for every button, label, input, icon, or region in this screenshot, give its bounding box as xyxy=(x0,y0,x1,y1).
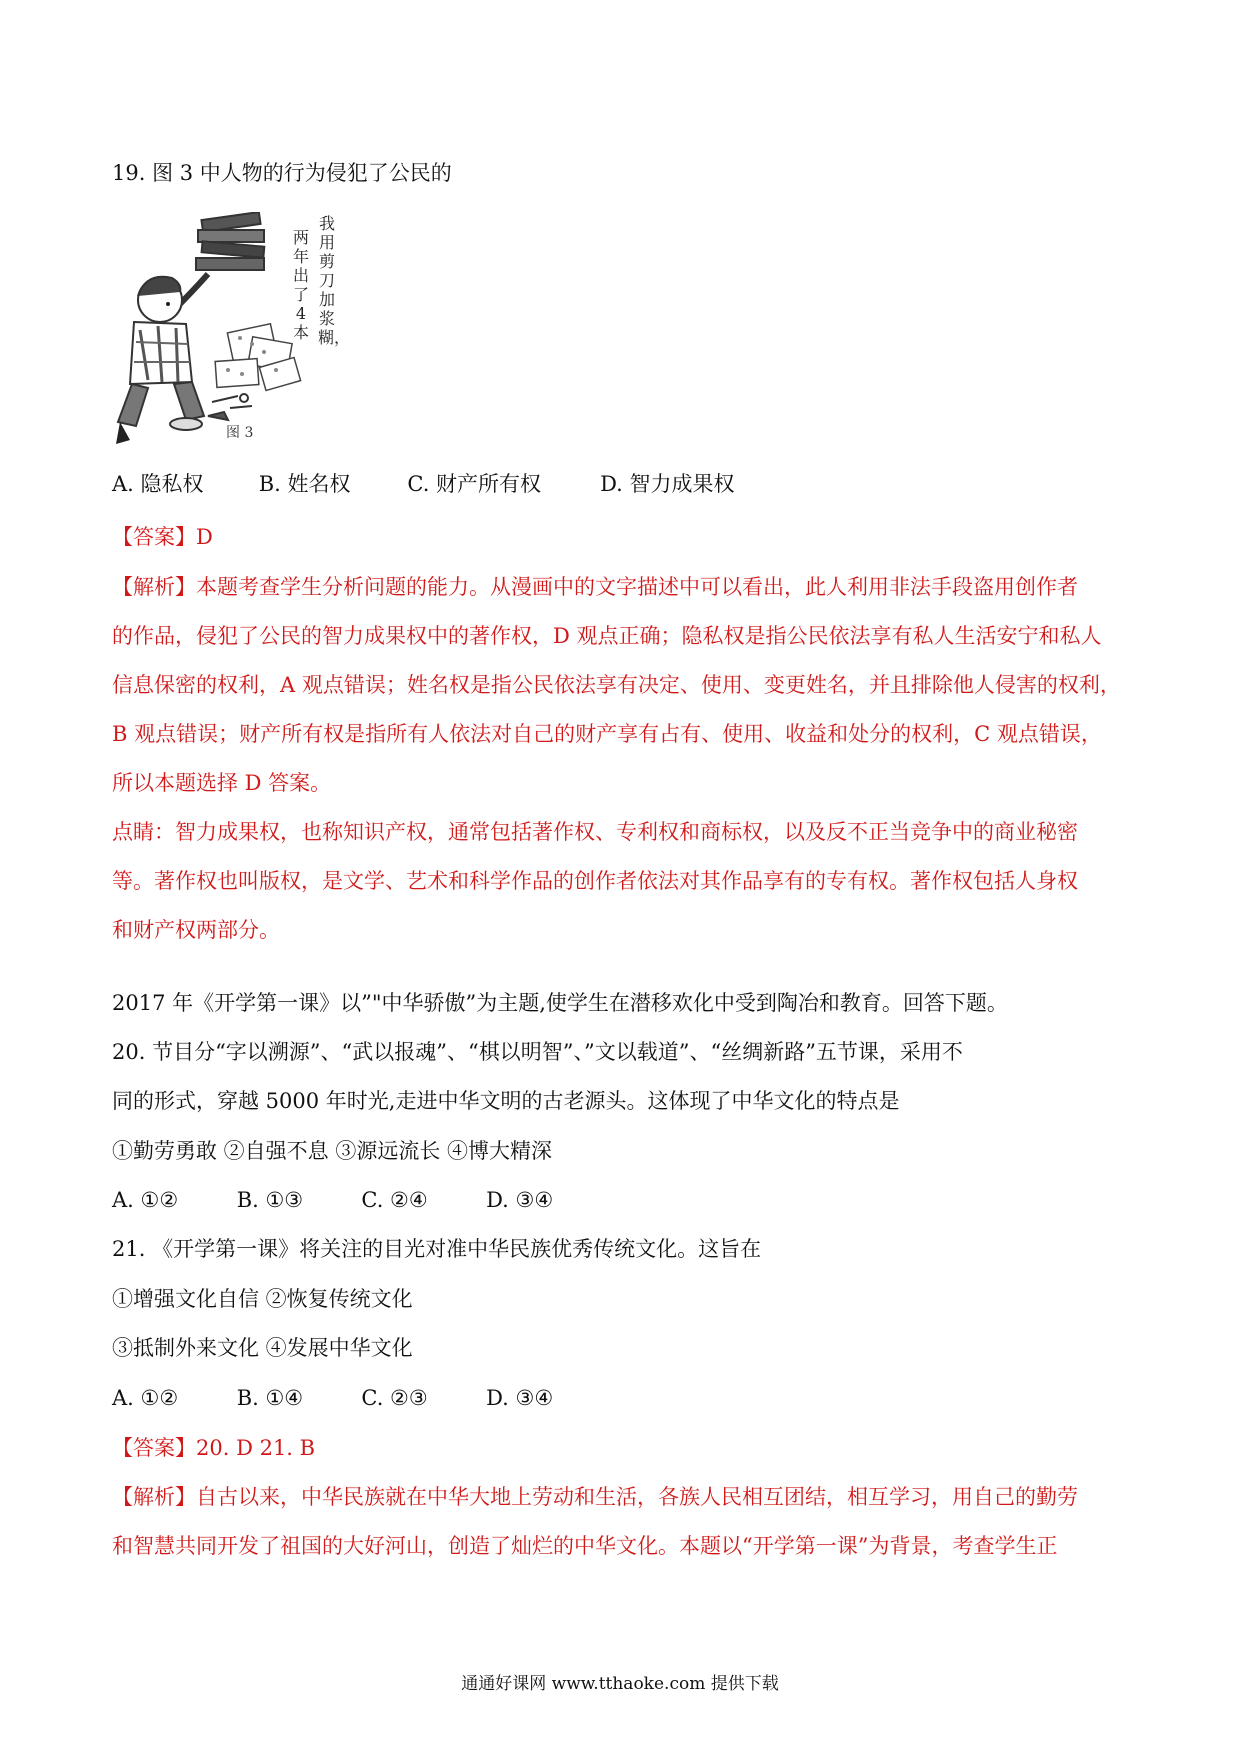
option-b: B. ①③ xyxy=(236,1188,304,1212)
q19-analysis-line-2: 的作品，侵犯了公民的智力成果权中的著作权，D 观点正确；隐私权是指公民依法享有私人生活安宁和私人 xyxy=(112,624,1102,648)
q21-stem: 21. 《开学第一课》将关注的目光对准中华民族优秀传统文化。这旨在 xyxy=(112,1237,762,1261)
q21-options xyxy=(112,1383,553,1413)
q19-analysis-line-1: 【解析】本题考查学生分析问题的能力。从漫画中的文字描述中可以看出，此人利用非法手段盗用创作者 xyxy=(112,575,1078,599)
q21-items-line-1: ①增强文化自信 ②恢复传统文化 xyxy=(112,1287,413,1311)
figure-caption: 图 3 xyxy=(226,425,254,441)
option-c: C. ②④ xyxy=(361,1188,428,1212)
speech-text-column-2: 两年出了4本 xyxy=(292,228,309,342)
q19-stem: 19. 图 3 中人物的行为侵犯了公民的 xyxy=(112,161,452,185)
option-d: D. ③④ xyxy=(486,1188,554,1212)
option-c: C. 财产所有权 xyxy=(407,472,542,496)
q19-analysis-line-3: 信息保密的权利，A 观点错误；姓名权是指公民依法享有决定、使用、变更姓名，并且排除他人侵害的权利， xyxy=(112,673,1121,697)
option-a: A. 隐私权 xyxy=(112,472,204,496)
q19-analysis-line-4: B 观点错误；财产所有权是指所有人依法对自己的财产享有占有、使用、收益和处分的权利，C 观点错误， xyxy=(112,722,1102,746)
option-a: A. ①② xyxy=(112,1386,179,1410)
q19-tip-line-2: 等。著作权也叫版权，是文学、艺术和科学作品的创作者依法对其作品享有的专有权。著作权包括人身权 xyxy=(112,869,1078,893)
section-intro: 2017 年《开学第一课》以”"中华骄傲”为主题,使学生在潜移欢化中受到陶冶和教育。回答下题。 xyxy=(112,991,1008,1015)
q19-options xyxy=(112,469,735,499)
q20-21-analysis-line-2: 和智慧共同开发了祖国的大好河山，创造了灿烂的中华文化。本题以“开学第一课”为背景，考查学生正 xyxy=(112,1534,1058,1558)
option-b: B. 姓名权 xyxy=(258,472,351,496)
option-b: B. ①④ xyxy=(236,1386,304,1410)
q19-answer: 【答案】D xyxy=(112,525,213,549)
q19-tip-line-3: 和财产权两部分。 xyxy=(112,918,280,942)
q20-21-analysis-line-1: 【解析】自古以来，中华民族就在中华大地上劳动和生活，各族人民相互团结，相互学习，用自己的勤劳 xyxy=(112,1485,1078,1509)
q19-analysis-line-5: 所以本题选择 D 答案。 xyxy=(112,771,332,795)
option-a: A. ①② xyxy=(112,1188,179,1212)
q20-stem-line-2: 同的形式，穿越 5000 年时光,走进中华文明的古老源头。这体现了中华文化的特点是 xyxy=(112,1089,900,1113)
q20-items: ①勤劳勇敢 ②自强不息 ③源远流长 ④博大精深 xyxy=(112,1139,553,1163)
speech-text-column-1: 我用剪刀加浆糊， xyxy=(318,214,351,347)
q19-tip-line-1: 点睛：智力成果权，也称知识产权，通常包括著作权、专利权和商标权，以及反不正当竞争中的商业秘密 xyxy=(112,820,1078,844)
option-d: D. 智力成果权 xyxy=(600,472,735,496)
option-c: C. ②③ xyxy=(361,1386,428,1410)
q20-21-answer: 【答案】20. D 21. B xyxy=(112,1436,316,1460)
q21-items-line-2: ③抵制外来文化 ④发展中华文化 xyxy=(112,1336,413,1360)
page-footer: 通通好课网 www.tthaoke.com 提供下载 xyxy=(461,1674,779,1694)
q20-stem-line-1: 20. 节目分“字以溯源”、“武以报魂”、“棋以明智”、”文以载道”、“丝绸新路”五节课，采用不 xyxy=(112,1040,963,1064)
q20-options xyxy=(112,1185,553,1215)
cartoon-figure xyxy=(112,212,382,448)
option-d: D. ③④ xyxy=(486,1386,554,1410)
